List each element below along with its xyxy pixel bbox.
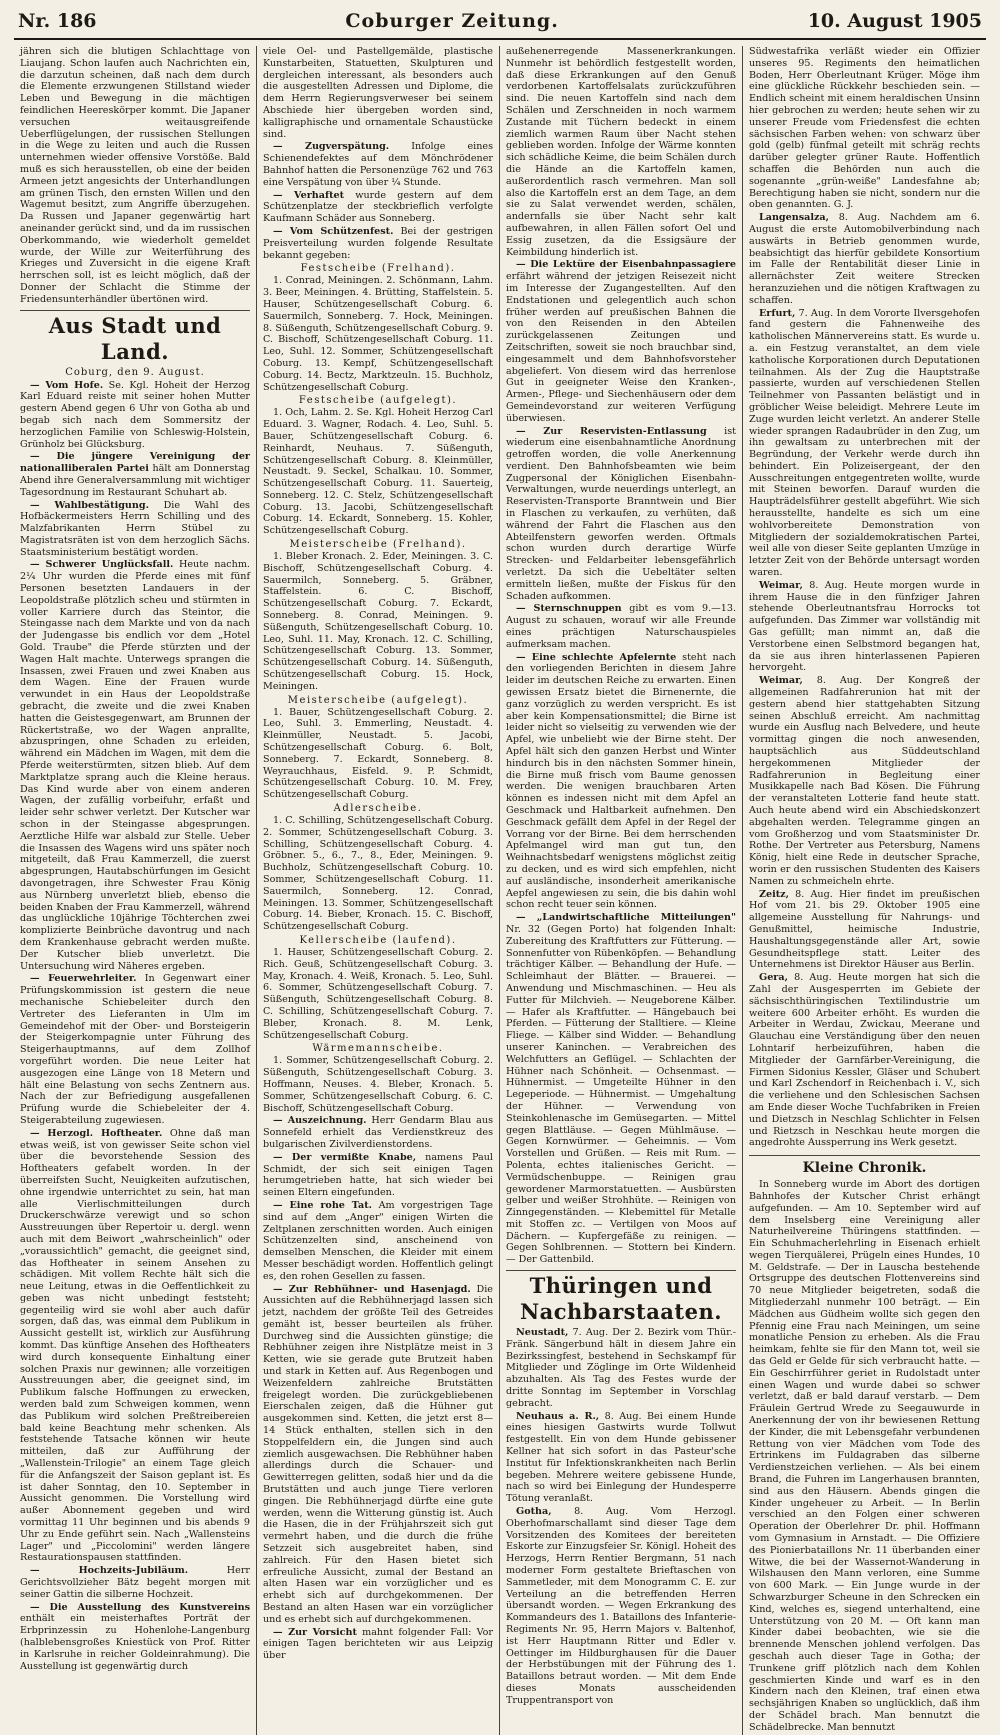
article-heading: — „Landwirtschaftliche Mitteilungen" bbox=[516, 912, 736, 924]
article-zeitz bbox=[749, 889, 980, 972]
article-heading: Neuhaus a. R., bbox=[516, 1410, 600, 1422]
article-heading: Gotha, bbox=[516, 1506, 552, 1518]
article-hunting bbox=[263, 1284, 493, 1626]
result-list: 1. Conrad, Meiningen. 2. Schönmann, Lahm. 3. Beer, Meiningen. 4. Brütting, Staffelstein. 5. Hauser, Schützengesellschaft Coburg. 6. Sauermilch, Sonneberg. 7. Hock, Meiningen. 8. Süßenguth, Schützengesellschaft Coburg. 9. C. Bischoff, Schützengesellschaft Coburg. 11. Leo, Suhl. 12. Sommer, Schützengesellschaft Coburg. 13. Kempf, Schützengesellschaft Coburg. 14. Bectz, Marktzeuln. 15. Buchholz, Schützengesellschaft Coburg. bbox=[263, 275, 493, 393]
result-list-title: Meisterscheibe (Frelhand). bbox=[289, 539, 467, 551]
article-heading: — Zur Vorsicht bbox=[273, 1626, 357, 1638]
article-heading: — Vom Schützenfest. bbox=[273, 225, 394, 237]
article-body: enthält ein meisterhaftes Porträt der Erbprinzessin zu Hohenlohe-Langenburg (halblebensgroßes Kniestück von Prof. Ritter in Karlsruhe in reicher Goldeinrahmung). Die Ausstellung ist gegenwärtig durch bbox=[20, 1613, 250, 1672]
columns bbox=[14, 46, 986, 1733]
article-caution bbox=[263, 1627, 493, 1662]
article-body: In Gegenwart einer Prüfungskommission ist gestern die neue mechanische Schiebeleiter durch den Vertreter des Lieferanten in Ulm im Gemeindehof mit der Ober- und Borsteigerin der Steigerkompagnie unter Führung des Steigerhauptmanns, auf dem Zollhof vorgeführt worden. Die neue Leiter hat ausgezogen eine Länge von 18 Metern und hält eine Belastung von sechs Zentnern aus. Nach der zur Befriedigung ausgefallenen Prüfung wurde die Schiebeleiter der 4. Steigerabteilung zugewiesen. bbox=[20, 973, 250, 1126]
dateline: Coburg, den 9. August. bbox=[65, 366, 205, 378]
result-list: 1. Bleber Kronach. 2. Eder, Meiningen. 3. C. Bischoff, Schützengesellschaft Coburg. 4. Sauermilch, Sonneberg. 5. Gräbner, Staffelstein. 6. C. Bischoff, Schützengesellschaft Coburg. 7. Eckardt, Sonneberg. 8. Conrad, Meiningen. 9. Süßenguth, Schützengesellschaft Coburg. 10. Leo, Suhl. 11. May, Kronach. 12. C. Schilling, Schützengesellschaft Coburg. 13. Sommer, Schützengesellschaft Coburg. 14. Süßenguth, Schützengesellschaft Coburg. 15. Hock, Meiningen. bbox=[263, 551, 493, 692]
article-heading: — Vom Hofe. bbox=[30, 379, 104, 391]
column-4 bbox=[743, 46, 986, 1735]
article-railway-reading bbox=[506, 259, 736, 424]
article-heading: Langensalza, bbox=[759, 212, 829, 224]
article-reservists bbox=[506, 426, 736, 603]
article-body: Herr Gerichtsvollzieher Bätz begeht morgen mit seiner Gattin die silberne Hochzeit. bbox=[20, 1565, 250, 1600]
article-heading: — Schwerer Unglücksfall. bbox=[30, 559, 174, 571]
article-train-delay bbox=[263, 141, 493, 188]
article-weimar-2 bbox=[749, 675, 980, 887]
article-chronicle: In Sonneberg wurde im Abort des dortigen Bahnhofes der Kutscher Christ erhängt aufgefunden. — Am 10. September wird auf dem Inselsberg eine Vereinigung aller Naturheilvereine Thüringens stattfinden. — Ein Schuhmacherlehrling in Eisenach erhielt wegen Tierquälerei, Prügeln eines Hundes, 10 M. Geldstrafe. — Der in Lauscha bestehende Ortsgruppe des deutschen Flottenvereins sind 70 neue Mitglieder beigetreten, sodaß die Mitgliederzahl nunmehr 100 beträgt. — Ein Mädchen aus Güdheim wollte sich gegen den Pfennig eine Frau nach Meiningen, um seine monatliche Pension zu erheben. Als die Frau heimkam, fehlte sie für den Mann tot, weil sie das Geld er Gelde für sich verbraucht hatte. — Ein Geschirrführer geriet in Rudolstadt unter einen Wagen und wurde dabei so schwer verletzt, daß er bald darauf verstarb. — Dem Fräulein Gertrud Wrede zu Seegauwurde in Anerkennung der von ihr bewiesenen Rettung der Kinder, die mit Lebensgefahr verbundenen Rettung von vier Mädchen vom Tode des Ertrinkens im Fuldagraben das silberne Verdienstzeichen verliehen. — Als bei einem Brand, die Fuhren im Langerhausen brannten, sind aus den Häusern. Abends gingen die Kinder ungeheuer zu Arbeit. — In Berlin verschied an den Folgen einer schweren Operation der Oberlehrer Dr. phil. Hoffmann vom Gymnasium in Arnstadt. — Die Offiziere des Pionierbataillons Nr. 11 überbanden einer Witwe, die bei der Wassernot-Wanderung in Wilshausen den Mann verloren, eine Summe von 600 Mark. — Ein Junge wurde in der Schwarzburger Scheune in den Schrecken ein Kind, welches es, siegend unterhaltend, eine Unterstützung von 20 M. — Oft kann man Kinder dabei beobachten, wie sie die brennende Menschen johlend verfolgen. Das geschah auch dieser Tage in Gotha; der Trunkene griff plötzlich nach dem Kohlen geschmierten Kinde und warf es in den Kindern nach den Kleinen, traf einen etwa sechsjährigen Knaben so unglücklich, daß ihm der Schädel brach. Man bennutzt die Schädelbrecke. Man bennutzt bbox=[749, 1179, 980, 1733]
result-list: 1. Sommer, Schützengesellschaft Coburg. 2. Süßenguth, Schützengesellschaft Coburg. 3. Hoffmann, Neuses. 4. Bleber, Kronach. 5. Sommer, Schützengesellschaft Coburg. 6. C. Bischoff, Schützengesellschaft Coburg. bbox=[263, 1055, 493, 1114]
article-shooting-festival bbox=[263, 226, 493, 261]
article-continued: viele Oel- und Pastellgemälde, plastische Kunstarbeiten, Statuetten, Skulpturen und dergleichen interessant, als besonders auch die ausgestellten Adressen und Diplome, die dem Herrn Regierungsverweser bei seinem Abschiede hier übergeben worden sind, kalligraphische und ornamentale Schaustücke sind. bbox=[263, 46, 493, 140]
article-body: Infolge eines Schienendefektes auf dem Mönchrödener Bahnhof hatten die Personenzüge 762 und 763 eine Verspätung von über ¼ Stunde. bbox=[263, 141, 493, 188]
article-body: 8. Aug. Nachdem am 6. August die erste Automobilverbindung nach auswärts in Betrieb genommen wurde, beabsichtigt das hierfür gebildete Konsortium im Falle der Rentabilität dieser Linie in allernächster Zeit weitere Strecken heranzuziehen und die nötigen Kraftwagen zu schaffen. bbox=[749, 212, 980, 306]
article-heading: Zeitz, bbox=[759, 888, 789, 900]
article-body: wurde gestern auf dem Schützenplatze der steckbrieflich verfolgte Kaufmann Schäder aus Sonneberg. bbox=[263, 189, 493, 225]
article-body: 8. Aug. Der Kongreß der allgemeinen Radfahrerunion hat mit der gestern abend hier stattgehabten Sitzung seinen Abschluß erreicht. Am nachmittag wurde ein Ausflug nach Belvedere, und heute vormittag gingen die noch anwesenden, hauptsächlich aus Süddeutschland hergekommenen Mitglieder der Radfahrerunion in Begleitung einer Musikkapelle nach Bad Kösen. Die Führung der veranstalteten Lotterie fand heute statt. Auch heute abend wird ein Abschiedskonzert abgehalten werden. Telegramme gingen an vom Großherzog und vom Staatsminister Dr. Rothe. Der Vertreter aus Petersburg, Namens König, hielt eine Rede in deutscher Sprache, worin er den russischen Studenten des Kaisers Namen zu schmeicheln ehrte. bbox=[749, 675, 980, 887]
article-heading: — Zur Rebhühner- und Hasenjagd. bbox=[273, 1283, 471, 1295]
article-body: Bei der gestrigen Preisverteilung wurden folgende Resultate bekannt gegeben: bbox=[263, 225, 493, 261]
article-body: 8. Aug. Heute morgen hat sich die Zahl der Ausgesperrten im Gebiete der sächsischthüringischen Textilindustrie um weitere 600 Arbeiter erhöht. Es wurden die Arbeiter in Werdau, Zwickau, Meerane und Glauchau eine Verständigung über den neuen Lohntarif herbeizuführen, haben die Mitglieder der Garnfärber-Vereinigung, die Firmen Sidonius Kessler, Gläser und Schubert und Karl Zschendorf in Reichenbach i. V., sich die verliehene und den Schlesischen Sachsen am Ende dieser Woche Tuchfabriken in Freien und Dietzsch in Neschlag Schlichter in Felsen und Rietzsch in Neschkau heute morgen die angedrohte Aussperrung ins Werk gesetzt. bbox=[749, 972, 980, 1149]
result-list: 1. Bauer, Schützengesellschaft Coburg. 2. Leo, Suhl. 3. Emmerling, Neustadt. 4. Kleinmüller, Neustadt. 5. Jacobi, Schützengesellschaft Coburg. 6. Bolt, Sonneberg. 7. Eckardt, Sonneberg. 8. Weyrauchhaus, Eisfeld. 9. P. Schmidt, Schützengesellschaft Coburg. 10. M. Frey, Schützengesellschaft Coburg. bbox=[263, 706, 493, 801]
article-apple-harvest bbox=[506, 652, 736, 912]
result-list-title: Festscheibe (aufgelegt). bbox=[298, 395, 458, 407]
article-anniversary bbox=[20, 1565, 250, 1600]
article-accident bbox=[20, 559, 250, 972]
result-list: 1. C. Schilling, Schützengesellschaft Coburg. 2. Sommer, Schützengesellschaft Coburg. 3. Schilling, Schützengesellschaft Coburg. 4. Gröbner. 5., 6., 7., 8., Eder, Meiningen. 9. Buchholz, Schützengesellschaft Coburg. 10. Sommer, Schützengesellschaft Coburg. 11. Sauermilch, Sonneberg. 12. Conrad, Meiningen. 13. Sommer, Schützengesellschaft Coburg. 14. Bieber, Kronach. 15. C. Bischoff, Schützengesellschaft Coburg. bbox=[263, 815, 493, 933]
result-list-title: Festscheibe (Frelhand). bbox=[300, 263, 456, 275]
article-heading: — Die Ausstellung des Kunstvereins bbox=[30, 1601, 250, 1613]
article-theater bbox=[20, 1128, 250, 1564]
article-body: Ohne daß man etwas weiß, ist von gewisser Seite schon viel über die bevorstehende Session des Hoftheaters gefabelt worden. In der überreifsten Sucht, Neuigkeiten aufzutischen, ohne irgendwie unterrichtet zu sein, hat man alle Vierlischmitteilungen durch Druckerschwärze verewigt und so schon Ausstreuungen über Repertoir u. dergl. wenn auch mit dem Beiwort „wahrscheinlich" oder „voraussichtlich" gemacht, die geeignet sind, das Hoftheater in seinem Ansehen zu schädigen. Mit vollem Rechte hält sich die neue Leitung, etwas in die Oeffentlichkeit zu geben was nicht unbedingt feststeht; gegenteilig wird sie wohl aber auch dafür sorgen, daß das, was einmal dem Publikum in Aussicht gestellt ist, wirklich zur Ausführung kommt. Das künftige Ansehen des Hoftheaters wird durch konsequente Einhaltung einer solchen Praxis nur gewinnen; alle vorzeitigen Ausstreuungen aber, die geeignet sind, im Publikum falsche Hoffnungen zu erwecken, werden bald zum Schweigen kommen, wenn das Publikum wird solchen Preßtreibereien bald keine Beachtung mehr schenken. Als feststehende Tatsache können wir heute mitteilen, daß zur Aufführung der „Wallenstein-Trilogie" an einem Tage gleich für die Anfangszeit der Saison geplant ist. Es ist daher Sonntag, den 10. September in Aussicht genommen. Die Vorstellung wird außer Abonnement gegeben und wird vormittag 11 Uhr beginnen und bis abends 9 Uhr zu Ende geführt sein. Nach „Wallensteins Lager" und „Piccolomini" werden längere Restaurationspausen stattfinden. bbox=[20, 1127, 250, 1564]
article-heading: Weimar, bbox=[759, 675, 803, 687]
article-art-exhibition bbox=[20, 1602, 250, 1673]
article-body: hält am Donnerstag Abend ihre Generalversammlung mit wichtiger Tagesordnung im Restaurant Schuhart ab. bbox=[20, 463, 250, 498]
article-fire-ladder bbox=[20, 973, 250, 1126]
result-list-title: Wärmemannscheibe. bbox=[312, 1043, 444, 1055]
section-heading-local: Aus Stadt und Land. bbox=[20, 310, 250, 365]
issue-date: 10. August 1905 bbox=[807, 10, 982, 32]
article-heading: — Wahlbestätigung. bbox=[30, 499, 149, 511]
article-body: Am vorgestrigen Tage sind auf dem „Anger" einigen Wirten die Zeltplanen zerschnitten worden. Auch einigen Schützenzelten sind, anscheinend von demselben Menschen, die Kleider mit einem Messer beschädigt worden. Hoffentlich gelingt es, den rohen Gesellen zu fassen. bbox=[263, 1199, 493, 1282]
article-neustadt bbox=[506, 1327, 736, 1410]
result-list: 1. Och, Lahm. 2. Se. Kgl. Hoheit Herzog Carl Eduard. 3. Wagner, Rodach. 4. Leo, Suhl. 5. Bauer, Schützengesellschaft Coburg. 6. Reinhardt, Neuhaus. 7. Süßenguth, Schützengesellschaft Coburg. 8. Kleinmüller, Neustadt. 9. Seckel, Schalkau. 10. Sommer, Schützengesellschaft Coburg. 11. Sauerteig, Sonneberg. 12. C. Stelz, Schützengesellschaft Coburg. 13. Jacobi, Schützengesellschaft Coburg. 14. Eckardt, Sonneberg. 15. Kohler, Schützengesellschaft Coburg. bbox=[263, 407, 493, 537]
result-list-title: Kellerscheibe (laufend). bbox=[299, 934, 457, 946]
section-heading-thuringia: Thüringen und Nachbarstaaten. bbox=[506, 1270, 736, 1325]
article-heading: — Hochzeits-Jubiläum. bbox=[30, 1565, 189, 1577]
article-heading: — Eine rohe Tat. bbox=[273, 1199, 372, 1211]
masthead bbox=[14, 10, 986, 40]
article-heading: Erfurt, bbox=[759, 307, 796, 319]
article-heading: — Herzogl. Hoftheater. bbox=[30, 1127, 163, 1139]
article-heading: — Sternschnuppen bbox=[516, 603, 622, 615]
article-body: 7. Aug. Der 2. Bezirk vom Thür.-Fränk. Sängerbund hält in diesem Jahre ein Bezirkssingfest, bestehend in Sechskampf für Mitglieder und Zöglinge im Orte Wildenheid abzuhalten. Als Tag des Festes wurde der dritte Sonntag im September in Vorschlag gebracht. bbox=[506, 1327, 736, 1409]
article-erfurt bbox=[749, 308, 980, 579]
article-body: steht nach den vorliegenden Berichten in diesem Jahre leider im deutschen Reiche zu erwarten. Einen gewissen Ersatz bietet die Birnenernte, die ganz vorzüglich zu werden verspricht. Es ist aber kein Kompensationsmittel; die Birne ist leider nicht so vielseitig zu verwenden wie der Apfel, wie unbeliebt wie der Birne steht. Der Apfel hält sich den ganzen Herbst und Winter hindurch bis in den nächsten Sommer hinein, die Birne muß frisch vom Baume genossen werden. Die wenigen brauchbaren Arten können es indessen nicht mit dem Apfel an Geschmack und Haltbarkeit aufnehmen. Den Geschmack gefällt dem Apfel in der Regel der Vorrang vor der Birne. Bei dem herrschenden Apfelmangel wird man gut tun, den Weihnachtsbedarf wenigstens möglichst zeitig zu decken, und es wird sich empfehlen, nicht auf ausländische, insonderheit amerikanische Aepfel angewiesen zu sein, die bis dahin wohl schon recht teuer sein können. bbox=[506, 651, 736, 911]
article-heading: Weimar, bbox=[759, 579, 803, 591]
article-body: 8. Aug. Heute morgen wurde in ihrem Hause die in den fünfziger Jahren stehende Oberleutnantsfrau Horrocks tot aufgefunden. Das Zimmer war vollständig mit Gas gefüllt; man nimmt an, daß die Verstorbene einen Selbstmord begangen hat, da sie aus ihren hinterlassenen Papieren hervorgeht. bbox=[749, 579, 980, 674]
article-heading: Gera, bbox=[759, 972, 788, 984]
article-body: 8. Aug. Vom Herzogl. Oberhofmarschallamt sind dieser Tage dem Vorsitzenden des Komitees der bereiteten Eskorte zur Einzugsfeier Sr. Königl. Hoheit des Herzogs, Herrn Rentier Bergmann, 51 nach moderner Form gestaltete Brieftaschen von Sammetleder, mit dem Monogramm C. E. zur Verteilung an die betreffenden Herren übersandt worden. — Wegen Erkrankung des Kommandeurs des 1. Bataillons des Infanterie-Regiments Nr. 95, Herrn Majors v. Baltenhof, ist Herr Hauptmann Ritter und Edler v. Oettinger im Hildburghausen für die Dauer der Herbstübungen mit der Führung des 1. Bataillons betraut worden. — Mit dem Ende dieses Monats ausscheidenden Truppentransport von bbox=[506, 1506, 736, 1706]
article-weimar-1 bbox=[749, 580, 980, 674]
column-1 bbox=[14, 46, 257, 1735]
article-heading: — Verhaftet bbox=[273, 189, 345, 201]
article-gera bbox=[749, 972, 980, 1149]
article-heading: Neustadt, bbox=[516, 1327, 569, 1339]
article-award bbox=[263, 1115, 493, 1150]
article-body: Nr. 32 (Gegen Porto) hat folgenden Inhalt: Zubereitung des Kraftfutters zur Fütterung. — Sonnenfutter von Rübenköpfen. — Behandlung trächtiger Kälber. — Behandlung der Hufe. — Schleimhaut der Blätter. — Brauerei. — Anwendung und Mischmaschinen. — Heu als Futter für Milchvieh. — Neugeborene Kälber. — Hafer als Kraftfutter. — Hängebauch bei Pferden. — Fütterung der Stalltiere. — Kleine Fliege. — Kälber sind Widder. — Behandlung unserer Kaninchen. — Verabreichen des Welchfutters an Geflügel. — Schlachten der Hühner nach Schönheit. — Ochsenmast. — Hühnermist. — Umgeteilte Hühner in den Legeperiode. — Hühnermist. — Umgehaltung der Hühner. — Verwendung von Steinkohlenasche im Gemüsegarten. — Mittel gegen Blattläuse. — Gegen Mühlmäuse. — Gegen Kornwürmer. — Geheimnis. — Vom Vorstellen und Grüßen. — Reis mit Rum. — Polenta, echtes italienisches Gericht. — Vermüdschenbuppe. — Reinigen grau gewordener Marmorstatuetten. — Ausbürsten gelber und weißer Strohhüte. — Reinigen von Zinngegenständen. — Klebemittel für Metalle mit Stoffen zc. — Vertilgen von Moos auf Dächern. — Kupfergefäße zu reinigen. — Gegen Sohlbrennen. — Stottern bei Kindern. — Der Gattenbild. bbox=[506, 923, 736, 1266]
section-heading-chronicle: Kleine Chronik. bbox=[749, 1155, 980, 1176]
article-election bbox=[20, 500, 250, 559]
article-arrest bbox=[263, 190, 493, 225]
issue-number: Nr. 186 bbox=[18, 10, 97, 32]
article-heading: — Der vermißte Knabe, bbox=[273, 1151, 417, 1163]
article-shooting-stars bbox=[506, 603, 736, 650]
article-body: Herr Gendarm Blau aus Sonnefeld erhielt das Verdienstkreuz des bulgarischen Zivilverdienstordens. bbox=[263, 1115, 493, 1150]
article-gotha bbox=[506, 1506, 736, 1707]
article-vandalism bbox=[263, 1200, 493, 1283]
article-continued: Südwestafrika verläßt wieder ein Offizier unseres 95. Regiments den heimatlichen Boden, Herr Oberleutnant Krüger. Möge ihm eine glückliche Rückkehr beschieden sein. — Endlich scheint mit einem heraldischen Unsinn hier gebrochen zu werden; heute sehen wir zu unserer Freude vom Friedensfest die echten sächsischen Farben wehen: von schwarz über gold (gelb) fünfmal geteilt mit schräg rechts darüber gelegter grüner Raute. Hoffentlich schaffen die Behörden nun auch die sogenannte „grün-weiße" Landesfahne ab; Berechtigung haben sie nicht, sondern nur die oben genannten. G. J. bbox=[749, 46, 980, 211]
article-body: mahnt folgender Fall: Vor einigen Tagen berichteten wir aus Leipzig über bbox=[263, 1626, 494, 1662]
article-party bbox=[20, 451, 250, 498]
result-list-title: Meisterscheibe (aufgelegt). bbox=[287, 694, 469, 706]
article-body: erfährt während der jetzigen Reisezeit nicht im Interesse der Zugangestellten. Auf den Endstationen und gelegentlich auch schon früher werden auf preußischen Bahnen die von den Reisenden in den Abteilen zurückgelassenen Zeitungen und Zeitschriften, soweit sie noch brauchbar sind, eingesammelt und dem Bahnhofsvorsteher abgeliefert. Von diesem wird das herrenlose Gut in geeigneter Weise den Kranken-, Armen-, Pflege- und Siechenhäusern oder dem Gemeindevorstand zur weiteren Verfügung überwiesen. bbox=[506, 271, 736, 424]
article-body: Die Wahl des Hofbäckermeisters Herrn Schilling und des Malzfabrikanten Herrn Stübel zu Magistratsräten ist von dem herzoglich Sächs. Staatsministerium bestätigt worden. bbox=[20, 499, 250, 558]
article-body: 7. Aug. In dem Vororte Ilversgehofen fand gestern die Fahnenweihe des katholischen Männervereins statt. Es wurde u. a. ein Festzug veranstaltet, an dem viele katholische Korporationen durch Deputationen teilnahmen. Als der Zug die Hauptstraße passierte, wurden auf verschiedenen Stellen Teilnehmer von Passanten belästigt und in gröblicher Weise beleidigt. Mehrere Leute im Zuge wurden leicht verletzt. An anderer Stelle wieder sprangen Radaubrüder in den Zug, um ihn gewaltsam zu unterbrechen mit der Begründung, der Verkehr werde durch ihn behindert. Ein Polizeisergeant, der den Ausschreitungen entgegentreten wollte, wurde mit Steinen beworfen. Darauf wurden die Haupträdelsführer gestellt abgeführt. Wie sich herausstellte, handelte es sich um eine wohlvorbereitete Demonstration von Mitgliedern der sozialdemokratischen Partei, weil alle von dieser Seite geplanten Umzüge in letzter Zeit von der Behörde untersagt worden waren. bbox=[749, 307, 980, 579]
article-heading: — Die jüngere Vereinigung der nationalliberalen Partei bbox=[20, 451, 250, 475]
result-list-title: Adlerscheibe. bbox=[333, 803, 423, 815]
article-heading: — Feuerwehrleiter. bbox=[30, 973, 137, 985]
article-heading: — Eine schlechte Apfelernte bbox=[516, 651, 677, 663]
article-body: Se. Kgl. Hoheit der Herzog Karl Eduard reiste mit seiner hohen Mutter gestern Abend gegen 6 Uhr von Gotha ab und begab sich nach dem Sommersitz der herzoglichen Familie von Schleswig-Holstein, Grünholz bei Glücksburg. bbox=[20, 379, 250, 450]
article-body: 8. Aug. Bei einem Hunde eines hiesigen Gastwirts wurde Tollwut festgestellt. Ein von dem Hunde gebissener Kellner hat sich sofort in das Pasteur'sche Institut für Infektionskrankheiten nach Berlin begeben. Mehrere weitere gebissene Hunde, nach so wird bei Einlegung der Hundesperre Tötung veranlaßt. bbox=[506, 1410, 736, 1505]
article-court bbox=[20, 380, 250, 451]
article-agriculture bbox=[506, 912, 736, 1266]
article-body: namens Paul Schmidt, der sich seit einigen Tagen herumgetrieben hatte, hat sich wieder bei seinen Eltern eingefunden. bbox=[263, 1151, 493, 1199]
article-body: Heute nachm. 2¼ Uhr wurden die Pferde eines mit fünf Personen besetzten Landauers in der Leopoldstraße plötzlich scheu und stürmten in voller Karriere durch das Steintor, die Steingasse nach dem Markte und von da nach der Judengasse bis endlich vor dem „Hotel Gold. Traube" die Pferde stürzten und der Wagen Halt machte. Unterwegs sprangen die Insassen, zwei Frauen und zwei Knaben aus dem Wagen. Eine der Frauen wurde verwundet in ein Haus der Leopoldstraße gebracht, die zweite und die zwei Knaben hatten die Geistesgegenwart, am Brunnen der Rückertstraße, wo der Wagen anprallte, abzuspringen, ohne Schaden zu erleiden, während ein Mädchen im Wagen, mit dem die Pferde weiterstürmten, sitzen blieb. Auf dem Marktplatze sprang auch die Kleine heraus. Das Kind wurde aber von einem anderen Wagen, der zufällig vorbeifuhr, erfaßt und leider sehr schwer verletzt. Der Kutscher war schon in der Steingasse abgesprungen. Aerztliche Hilfe war alsbald zur Stelle. Ueber die Insassen des Wagens wird uns später noch mitgeteilt, daß Frau Kammerzell, die zuerst abgesprungen, Hautabschürfungen im Gesicht davongetragen, ihre Schwester Frau König aus Nürnberg unverletzt blieb, ebenso die beiden Knaben der Frau Kammerzell, während das unglückliche 10jährige Töchterchen zwei komplizierte Beinbrüche davontrug und nach dem Krankenhause gebracht werden mußte. Der Kutscher blieb unverletzt. Die Untersuchung wird Näheres ergeben. bbox=[20, 559, 250, 972]
article-neuhaus bbox=[506, 1411, 736, 1505]
article-continued: außehenerregende Massenerkrankungen. Nunmehr ist behördlich festgestellt worden, daß diese Erkrankungen auf den Genuß verdorbenen Kartoffelsalats zurückzuführen sind. Die neuen Kartoffeln sind nach dem Schälen und Zerschneiden in noch warmem Zustande mit Tüchern bedeckt in einem ziemlich warmen Raum über Nacht stehen geblieben worden. Infolge der Wärme konnten sich schädliche Keime, die beim Schälen durch die Hände an die Kartoffeln kamen, außerordentlich rasch vermehren. Man soll also die Kartoffeln erst an dem Tage, an dem sie zu Salat verwendet werden, schälen, andernfalls sie über Nacht sehr kalt aufbewahren, in allen Fällen sofort Oel und Essig zusetzen, da die Essigsäure der Keimbildung hinderlich ist. bbox=[506, 46, 736, 258]
article-heading: — Auszeichnung. bbox=[273, 1115, 367, 1127]
article-war-report: jähren sich die blutigen Schlachttage von Liaujang. Schon laufen auch Nachrichten ein, die darzutun scheinen, daß nach dem durch die Elemente erzwungenen Stillstand wieder Leben und Bewegung in die mächtigen feindlichen Heereskörper kommt. Die Japaner versuchen weitausgreifende Ueberflügelungen, der russischen Stellungen in die Wege zu leiten und auch die Russen unternehmen wieder offensive Vorstöße. Bald muß es sich herausstellen, ob eine der beiden Armeen jetzt angesichts der Unterhandlungen am grünen Tisch, den ernsten Willen und den Wagemut besitzt, zum Angriffe überzugehen. Da Russen und Japaner gegenwärtig hart aneinander gerückt sind, und da im russischen Oberkommando, wie wiederholt gemeldet wurde, der Wille zur Weiterführung des Krieges und Zuversicht in die eigene Kraft herrschen soll, ist es leicht möglich, daß der Donner der Schlacht die Stimme der Friedensunterhändler übertönen wird. bbox=[20, 46, 250, 305]
article-body: ist wiederum eine eisenbahnamtliche Anordnung getroffen worden, die volle Anerkennung verdient. Den Bahnhofsbeamten wie beim Zugpersonal der Königlichen Eisenbahn-Verwaltungen, wurde neuerdings unterlegt, an Reservisten-Transporte Branntwein und Bier in Flaschen zu verkaufen, zu verhüten, daß während der Fahrt die Flaschen aus den Abteilfenstern geworfen werden. Oftmals schon wurden durch derartige Würfe Strecken- und Feldarbeiter lebensgefährlich verletzt. Da sich die Uebeltäter selten ermitteln ließen, mußte der Fiskus für den Schaden aufkommen. bbox=[506, 425, 736, 602]
article-heading: — Die Lektüre der Eisenbahnpassagiere bbox=[516, 259, 736, 271]
article-langensalza bbox=[749, 212, 980, 306]
article-missing-boy bbox=[263, 1152, 493, 1199]
column-3 bbox=[500, 46, 743, 1735]
column-2 bbox=[257, 46, 500, 1735]
result-list: 1. Hauser, Schützengesellschaft Coburg. 2. Rich. Geuß, Schützengesellschaft Coburg. 3. May, Kronach. 4. Weiß, Kronach. 5. Leo, Suhl. 6. Sommer, Schützengesellschaft Coburg. 7. Süßenguth, Schützengesellschaft Coburg. 8. C. Schilling, Schützengesellschaft Coburg. 7. Bleber, Kronach. 8. M. Lenk, Schützengesellschaft Coburg. bbox=[263, 946, 493, 1041]
article-body: 8. Aug. Hier findet im preußischen Hof vom 21. bis 29. Oktober 1905 eine allgemeine Ausstellung für Nahrungs- und Genußmittel, heimische Industrie, Haushaltungsgegenstände aller Art, sowie Gesundheitspflege statt. Leiter des Unternehmens ist Direktor Häuser aus Berlin. bbox=[749, 888, 980, 971]
newspaper-title: Coburger Zeitung. bbox=[345, 10, 559, 32]
article-heading: — Zur Reservisten-Entlassung bbox=[516, 425, 707, 437]
article-heading: — Zugverspätung. bbox=[273, 141, 390, 153]
article-body: gibt es vom 9.—13. August zu schauen, worauf wir alle Freunde eines prächtigen Naturschauspieles aufmerksam machen. bbox=[506, 603, 736, 650]
article-body: Die Aussichten auf die Rebhühnerjagd lassen sich jetzt, nachdem der größte Teil des Getreides gemäht ist, besser beurteilen als früher. Durchweg sind die Aussichten günstige; die Rebhühner zeigen ihre Nistplätze meist in 3 Ketten, wie sie gerade gute Brutzeit haben und stark in Ketten auf. Aus Regenbogen und Weizenfeldern zahlreiche Brutstätten freigelegt worden. Die zurückgebliebenen Eierschalen zeigen, daß die Hühner gut ausgekommen sind. Ketten, die jetzt erst 8—14 Stück enthalten, stellen sich in den Stoppelfeldern ein, die Jungen sind auch ziemlich ausgewachsen. Die Rebhühner haben allerdings durch die Schauer- und Gewitterregen gelitten, sodaß hier und da die Brutstätten und auch junge Tiere verloren gingen. Die Rebhühnerjagd dürfte eine gute werden, wenn die Witterung günstig ist. Auch die Hasen, die in der Frühjahrszeit sich gut vermehrt haben, und die durch die frühe Setzzeit sich ausgebreitet haben, sind zahlreich. Für den Hasen bietet sich erfreuliche Aussicht, zumal der Bestand an alten Hasen war ein vorzüglicher und es erhebt sich auf durchgekommenen. Der Bestand an alten Hasen war ein vorzüglicher und es erhebt sich auf durchgekommenen. bbox=[263, 1283, 493, 1625]
